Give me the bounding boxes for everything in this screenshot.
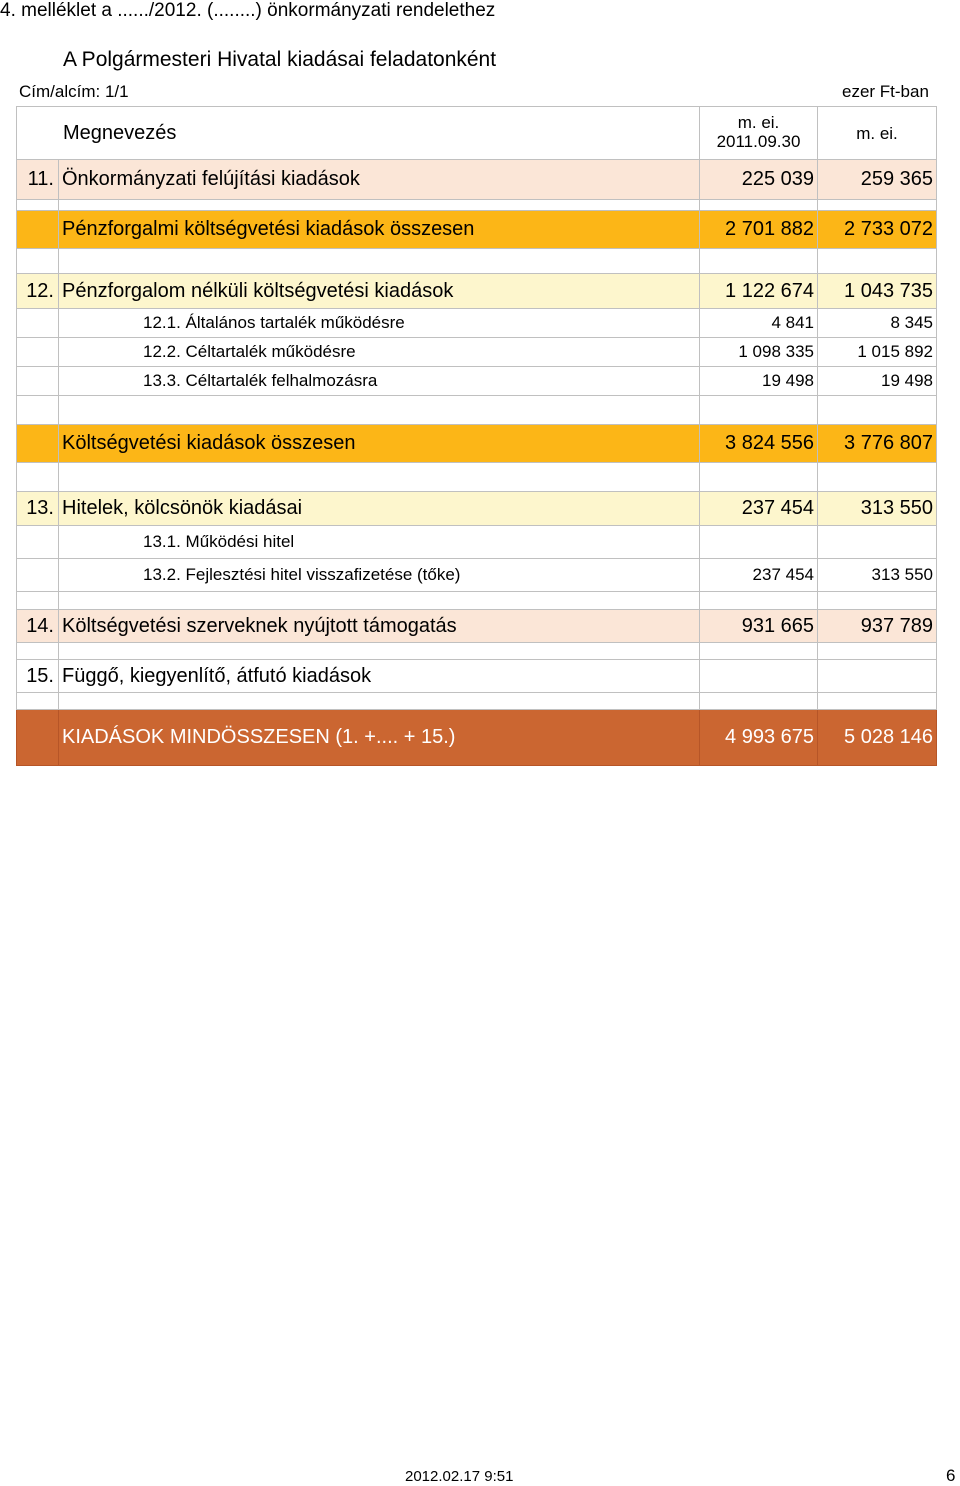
row-value-col1: 1 122 674: [700, 274, 818, 309]
row-value-col2: 313 550: [818, 492, 937, 526]
row-number: [17, 338, 59, 367]
spacer-row: [17, 592, 937, 610]
row-value-col1: 237 454: [700, 492, 818, 526]
row-value-col1: 931 665: [700, 610, 818, 643]
row-label: Költségvetési kiadások összesen: [59, 425, 700, 463]
row-number: [17, 425, 59, 463]
table-row: [17, 274, 937, 309]
row-value-col1: 4 841: [700, 309, 818, 338]
row-label: Hitelek, kölcsönök kiadásai: [59, 492, 700, 526]
row-value-col1: 1 098 335: [700, 338, 818, 367]
table-row: [17, 211, 937, 249]
row-number: 11.: [17, 160, 59, 200]
row-value-col1: 237 454: [700, 559, 818, 592]
table-row: [17, 425, 937, 463]
row-number: 12.: [17, 274, 59, 309]
row-label: Függő, kiegyenlítő, átfutó kiadások: [59, 660, 700, 693]
cim-label: Cím/alcím: 1/1: [19, 82, 129, 101]
row-value-col1: 4 993 675: [700, 710, 818, 766]
row-value-col2: [818, 660, 937, 693]
table-row: [17, 492, 937, 526]
column-header-col1-line1: m. ei.: [737, 113, 780, 132]
row-number: [17, 367, 59, 396]
row-label: 12.2. Céltartalék működésre: [59, 338, 700, 367]
row-value-col1: 3 824 556: [700, 425, 818, 463]
row-label: Pénzforgalmi költségvetési kiadások összesen: [59, 211, 700, 249]
column-header-col1-line2: 2011.09.30: [716, 132, 801, 151]
row-value-col2: 5 028 146: [818, 710, 937, 766]
row-label: 13.3. Céltartalék felhalmozásra: [59, 367, 700, 396]
spacer-row: [17, 463, 937, 492]
row-number: [17, 710, 59, 766]
row-value-col2: 3 776 807: [818, 425, 937, 463]
table-row: [17, 610, 937, 643]
unit-label: ezer Ft-ban: [842, 82, 929, 101]
row-value-col2: 19 498: [818, 367, 937, 396]
row-number: 14.: [17, 610, 59, 643]
row-label: Önkormányzati felújítási kiadások: [59, 160, 700, 200]
annex-reference: 4. melléklet a ....../2012. (........) önkormányzati rendelethez: [0, 0, 496, 21]
row-number: 13.: [17, 492, 59, 526]
row-value-col2: 313 550: [818, 559, 937, 592]
row-number: 15.: [17, 660, 59, 693]
page-number: 6: [946, 1466, 956, 1485]
row-value-col2: [818, 526, 937, 559]
row-label: 12.1. Általános tartalék működésre: [59, 309, 700, 338]
row-value-col2: 937 789: [818, 610, 937, 643]
table-row: [17, 660, 937, 693]
row-label: 13.2. Fejlesztési hitel visszafizetése (tőke): [59, 559, 700, 592]
row-label: Költségvetési szerveknek nyújtott támogatás: [59, 610, 700, 643]
row-label: KIADÁSOK MINDÖSSZESEN (1. +.... + 15.): [59, 710, 700, 766]
row-number: [17, 559, 59, 592]
row-number: [17, 526, 59, 559]
row-number: [17, 211, 59, 249]
table-row-grand-total: [17, 710, 937, 766]
spacer-row: [17, 249, 937, 274]
table-row: [17, 367, 937, 396]
page-title: A Polgármesteri Hivatal kiadásai feladatonként: [63, 48, 497, 71]
row-number: [17, 309, 59, 338]
print-datetime: 2012.02.17 9:51: [405, 1468, 514, 1485]
row-value-col1: 2 701 882: [700, 211, 818, 249]
row-value-col2: 2 733 072: [818, 211, 937, 249]
row-value-col2: 1 043 735: [818, 274, 937, 309]
spacer-row: [17, 693, 937, 710]
row-value-col2: 8 345: [818, 309, 937, 338]
spacer-row: [17, 643, 937, 660]
table-row: [17, 559, 937, 592]
spacer-row: [17, 200, 937, 211]
spacer-row: [17, 396, 937, 425]
row-label: 13.1. Működési hitel: [59, 526, 700, 559]
column-header-name: Megnevezés: [17, 107, 700, 160]
row-value-col1: 19 498: [700, 367, 818, 396]
row-value-col2: 259 365: [818, 160, 937, 200]
table-row: [17, 309, 937, 338]
row-value-col1: [700, 526, 818, 559]
row-value-col1: 225 039: [700, 160, 818, 200]
row-value-col2: 1 015 892: [818, 338, 937, 367]
table-row: [17, 160, 937, 200]
row-label: Pénzforgalom nélküli költségvetési kiadások: [59, 274, 700, 309]
column-header-col1: [700, 107, 818, 160]
expenditure-table: [16, 106, 937, 766]
table-header-row: [17, 107, 937, 160]
table-row: [17, 526, 937, 559]
column-header-col2: m. ei.: [818, 107, 937, 160]
table-row: [17, 338, 937, 367]
row-value-col1: [700, 660, 818, 693]
